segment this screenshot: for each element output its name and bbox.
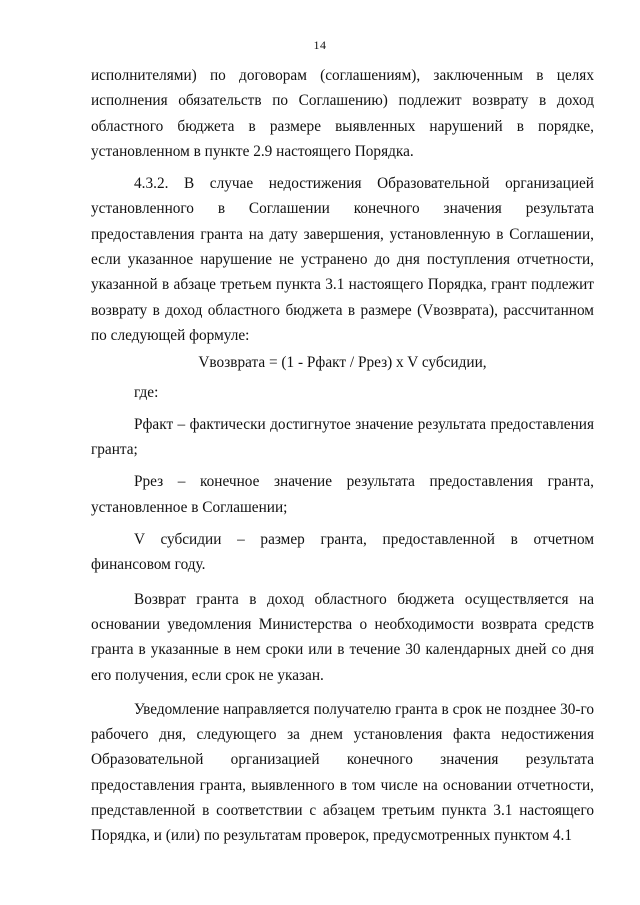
paragraph-notification: Уведомление направляется получателю гранта в срок не позднее 30-го рабочего дня, следующего за днем установления факта недостижения Образовательной организацией конечного значения результата предоставления гранта, выявленного в том числе на основании отчетности, представленной в соответствии с абзацем третьим пункта 3.1 настоящего Порядка, и (или) по результатам проверок, предусмотренных пунктом 4.1 [91,700,594,845]
document-body [91,63,594,849]
paragraph-continuation: исполнителями) по договорам (соглашениям), заключенным в целях исполнения обязательств по Соглашению) подлежит возврату в доход областного бюджета в размере выявленных нарушений в порядке, установленном в пункте 2.9 настоящего Порядка. [91,67,594,160]
paragraph-grant-return: Возврат гранта в доход областного бюджета осуществляется на основании уведомления Министерства о необходимости возврата средств гранта в указанные в нем сроки или в течение 30 календарных дней со дня его получения, если срок не указан. [91,590,594,684]
formula-where-label: где: [134,383,159,401]
paragraph-4-3-2: 4.3.2. В случае недостижения Образовательной организацией установленного в Соглашении конечного значения результата предоставления гранта на дату завершения, установленную в Соглашении, если указанное нарушение не устранено до дня поступления отчетности, указанной в абзаце третьем пункта 3.1 настоящего Порядка, грант подлежит возврату в доход областного бюджета в размере (Vвозврата), рассчитанном по следующей формуле: [91,175,594,344]
page-number: 14 [313,38,327,52]
definition-v-subsidy: V субсидии – размер гранта, предоставленной в отчетном финансовом году. [91,531,594,574]
definition-rfakt: Рфакт – фактически достигнутое значение результата предоставления гранта; [91,415,594,459]
definition-rrez: Ррез – конечное значение результата предоставления гранта, установленное в Соглашении; [91,473,594,516]
refund-formula: Vвозврата = (1 - Рфакт / Ррез) x V субсидии, [198,354,487,372]
